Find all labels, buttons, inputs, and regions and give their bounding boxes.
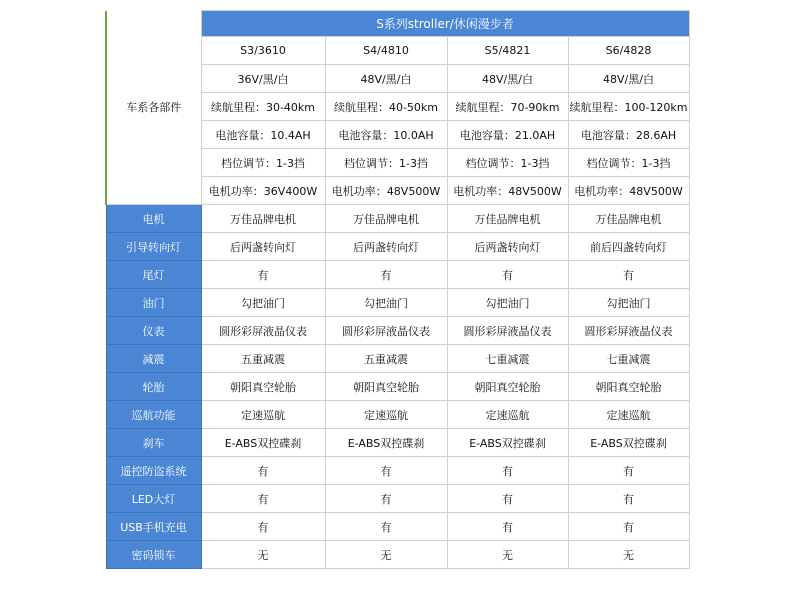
feature-value: 有 bbox=[325, 457, 447, 485]
spec-cell: 电机功率：36V400W bbox=[201, 177, 325, 205]
feature-value: 朝阳真空轮胎 bbox=[325, 373, 447, 401]
spec-cell: 档位调节：1-3挡 bbox=[447, 149, 568, 177]
feature-value: 勾把油门 bbox=[568, 289, 689, 317]
spec-cell: 档位调节：1-3挡 bbox=[325, 149, 447, 177]
feature-value: 定速巡航 bbox=[568, 401, 689, 429]
feature-value: 有 bbox=[447, 457, 568, 485]
feature-row bbox=[106, 513, 689, 541]
feature-value: 有 bbox=[325, 261, 447, 289]
feature-value: 有 bbox=[568, 261, 689, 289]
feature-value: 定速巡航 bbox=[201, 401, 325, 429]
feature-row bbox=[106, 485, 689, 513]
spec-cell: 续航里程：40-50km bbox=[325, 93, 447, 121]
feature-value: 无 bbox=[568, 541, 689, 569]
feature-label: 仪表 bbox=[106, 317, 201, 345]
feature-value: E-ABS双控碟刹 bbox=[568, 429, 689, 457]
feature-value: 有 bbox=[201, 513, 325, 541]
feature-value: 万佳品牌电机 bbox=[325, 205, 447, 233]
feature-value: 朝阳真空轮胎 bbox=[447, 373, 568, 401]
feature-value: 有 bbox=[201, 457, 325, 485]
feature-value: 有 bbox=[568, 513, 689, 541]
spec-table bbox=[105, 10, 690, 569]
feature-value: 万佳品牌电机 bbox=[447, 205, 568, 233]
feature-value: 勾把油门 bbox=[201, 289, 325, 317]
corner-label: 车系各部件 bbox=[106, 11, 201, 205]
spec-cell: 电池容量：21.0AH bbox=[447, 121, 568, 149]
feature-value: 七重减震 bbox=[568, 345, 689, 373]
series-title: S系列stroller/休闲漫步者 bbox=[201, 11, 689, 37]
spec-cell: 电机功率：48V500W bbox=[325, 177, 447, 205]
spec-cell: 48V/黑/白 bbox=[325, 65, 447, 93]
spec-cell: 48V/黑/白 bbox=[568, 65, 689, 93]
feature-row bbox=[106, 205, 689, 233]
model-name: S3/3610 bbox=[201, 37, 325, 65]
model-name: S6/4828 bbox=[568, 37, 689, 65]
feature-value: 万佳品牌电机 bbox=[201, 205, 325, 233]
feature-value: 有 bbox=[568, 485, 689, 513]
feature-value: 有 bbox=[447, 513, 568, 541]
feature-value: 定速巡航 bbox=[325, 401, 447, 429]
feature-value: 圆形彩屏液晶仪表 bbox=[568, 317, 689, 345]
spec-cell: 档位调节：1-3挡 bbox=[568, 149, 689, 177]
feature-value: 圆形彩屏液晶仪表 bbox=[201, 317, 325, 345]
feature-value: 圆形彩屏液晶仪表 bbox=[447, 317, 568, 345]
feature-value: 无 bbox=[447, 541, 568, 569]
feature-label: 密码锁车 bbox=[106, 541, 201, 569]
feature-value: 勾把油门 bbox=[325, 289, 447, 317]
feature-value: 有 bbox=[447, 485, 568, 513]
feature-label: 电机 bbox=[106, 205, 201, 233]
feature-row bbox=[106, 401, 689, 429]
feature-label: 刹车 bbox=[106, 429, 201, 457]
feature-label: USB手机充电 bbox=[106, 513, 201, 541]
feature-row bbox=[106, 457, 689, 485]
feature-label: 减震 bbox=[106, 345, 201, 373]
feature-value: 后两盏转向灯 bbox=[447, 233, 568, 261]
series-header-row bbox=[106, 11, 689, 37]
feature-value: 有 bbox=[325, 513, 447, 541]
spec-cell: 续航里程：70-90km bbox=[447, 93, 568, 121]
feature-value: 五重减震 bbox=[325, 345, 447, 373]
feature-value: 朝阳真空轮胎 bbox=[568, 373, 689, 401]
feature-value: 七重减震 bbox=[447, 345, 568, 373]
spec-cell: 电池容量：10.0AH bbox=[325, 121, 447, 149]
feature-label: 巡航功能 bbox=[106, 401, 201, 429]
spec-cell: 续航里程：100-120km bbox=[568, 93, 689, 121]
spec-cell: 电机功率：48V500W bbox=[568, 177, 689, 205]
feature-label: 油门 bbox=[106, 289, 201, 317]
feature-row bbox=[106, 373, 689, 401]
feature-value: 有 bbox=[325, 485, 447, 513]
spec-cell: 电机功率：48V500W bbox=[447, 177, 568, 205]
feature-value: 后两盏转向灯 bbox=[325, 233, 447, 261]
feature-value: E-ABS双控碟刹 bbox=[325, 429, 447, 457]
feature-value: 万佳品牌电机 bbox=[568, 205, 689, 233]
feature-value: 后两盏转向灯 bbox=[201, 233, 325, 261]
feature-label: 遥控防盗系统 bbox=[106, 457, 201, 485]
feature-value: 五重减震 bbox=[201, 345, 325, 373]
feature-label: LED大灯 bbox=[106, 485, 201, 513]
feature-row bbox=[106, 261, 689, 289]
feature-label: 尾灯 bbox=[106, 261, 201, 289]
model-name: S5/4821 bbox=[447, 37, 568, 65]
feature-value: 有 bbox=[201, 485, 325, 513]
feature-label: 引导转向灯 bbox=[106, 233, 201, 261]
feature-label: 轮胎 bbox=[106, 373, 201, 401]
spec-cell: 档位调节：1-3挡 bbox=[201, 149, 325, 177]
model-name: S4/4810 bbox=[325, 37, 447, 65]
feature-row bbox=[106, 317, 689, 345]
spec-cell: 电池容量：28.6AH bbox=[568, 121, 689, 149]
feature-value: E-ABS双控碟刹 bbox=[201, 429, 325, 457]
feature-row bbox=[106, 541, 689, 569]
feature-value: 朝阳真空轮胎 bbox=[201, 373, 325, 401]
feature-value: 勾把油门 bbox=[447, 289, 568, 317]
feature-value: 前后四盏转向灯 bbox=[568, 233, 689, 261]
feature-value: 有 bbox=[447, 261, 568, 289]
feature-value: 无 bbox=[325, 541, 447, 569]
feature-row bbox=[106, 289, 689, 317]
feature-value: 无 bbox=[201, 541, 325, 569]
feature-value: 定速巡航 bbox=[447, 401, 568, 429]
spec-cell: 续航里程：30-40km bbox=[201, 93, 325, 121]
feature-value: 有 bbox=[568, 457, 689, 485]
spec-cell: 36V/黑/白 bbox=[201, 65, 325, 93]
feature-row bbox=[106, 345, 689, 373]
feature-value: 圆形彩屏液晶仪表 bbox=[325, 317, 447, 345]
feature-row bbox=[106, 429, 689, 457]
feature-value: E-ABS双控碟刹 bbox=[447, 429, 568, 457]
spec-cell: 电池容量：10.4AH bbox=[201, 121, 325, 149]
spec-cell: 48V/黑/白 bbox=[447, 65, 568, 93]
feature-value: 有 bbox=[201, 261, 325, 289]
feature-row bbox=[106, 233, 689, 261]
